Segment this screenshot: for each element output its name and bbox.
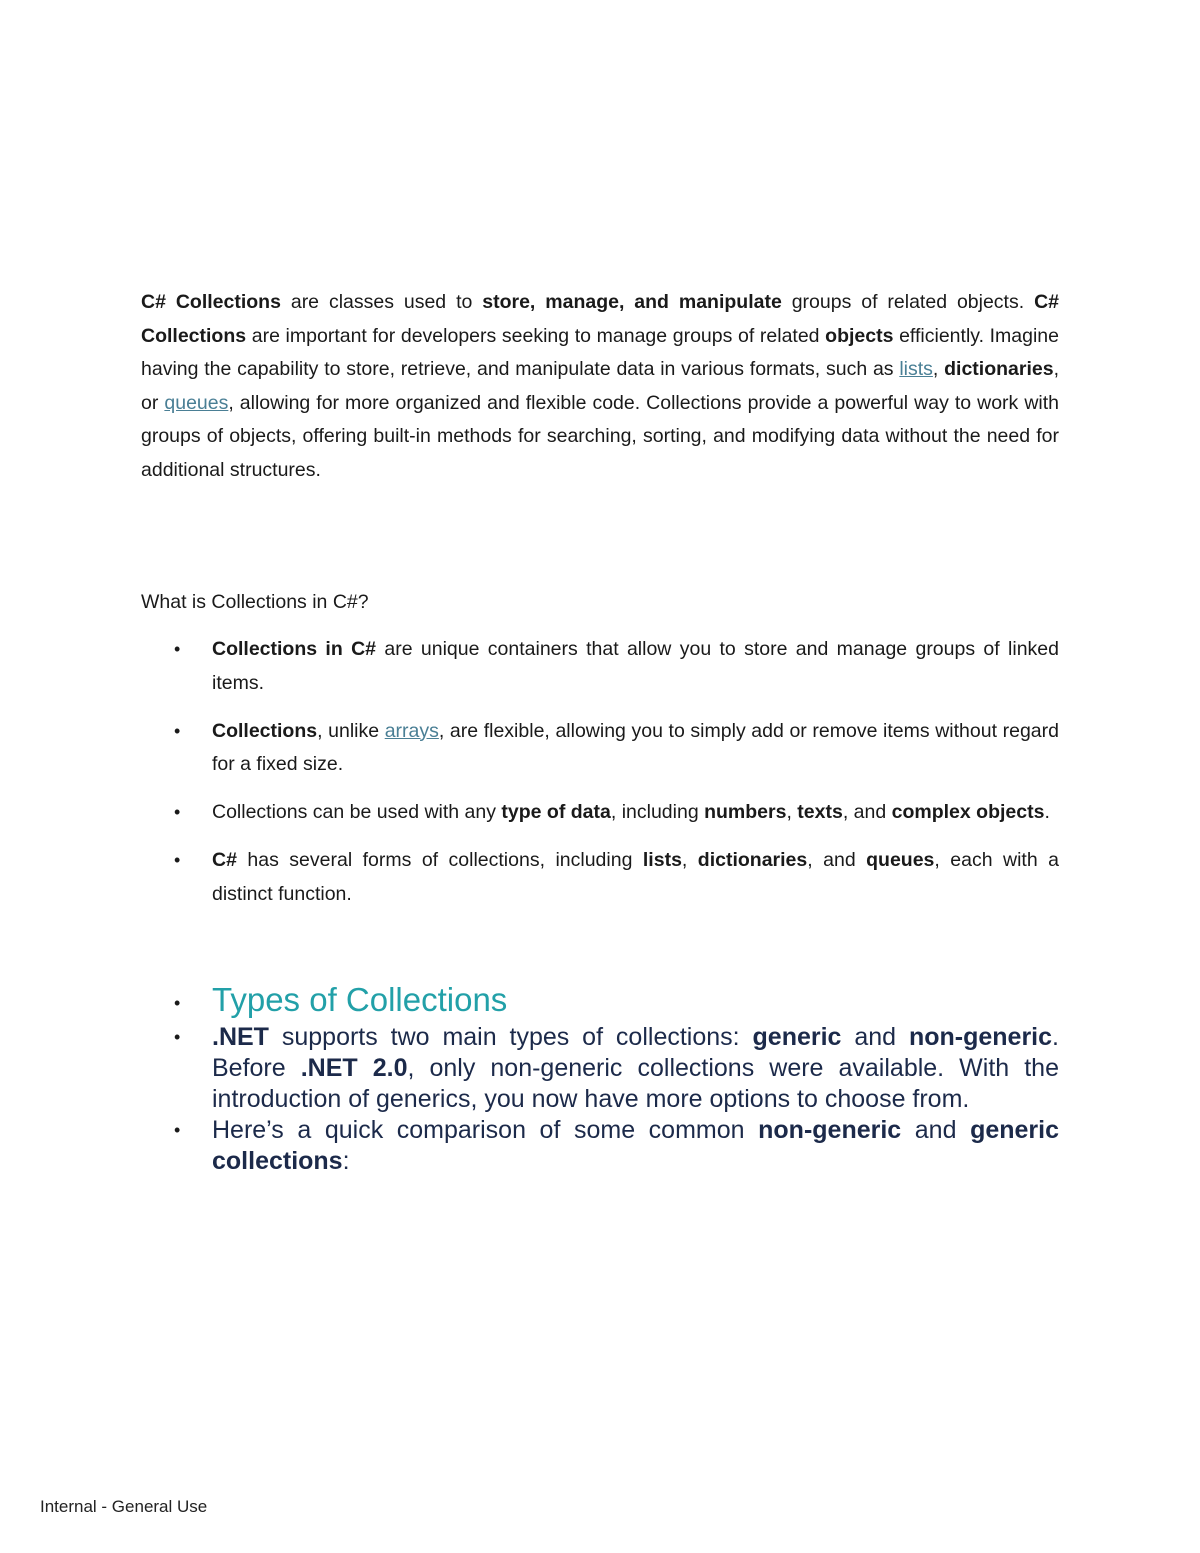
list-item bbox=[141, 1115, 1059, 1177]
text: : bbox=[342, 1147, 350, 1175]
text: efficiently. Imagine having the capability to store, retrieve, and manipulate data in various formats, such as bbox=[141, 324, 1059, 380]
list-item bbox=[141, 844, 1059, 911]
bold-text: Collections in C# bbox=[212, 638, 377, 660]
bold-text: generic bbox=[752, 1023, 842, 1051]
bullet-list bbox=[141, 633, 1059, 926]
footer-classification-label: Internal - General Use bbox=[40, 1497, 208, 1516]
bold-text: lists bbox=[642, 849, 682, 871]
bullet-icon: • bbox=[174, 639, 181, 659]
bold-text: texts bbox=[797, 801, 843, 823]
text: and bbox=[841, 1023, 909, 1051]
bold-text: .NET bbox=[212, 1023, 269, 1051]
bold-text: objects bbox=[825, 324, 894, 347]
text: , bbox=[786, 801, 798, 823]
queues-link[interactable]: queues bbox=[164, 391, 229, 414]
bold-text: non-generic bbox=[908, 1023, 1053, 1051]
bold-text: C# Collections bbox=[141, 291, 281, 313]
bold-text: numbers bbox=[704, 801, 787, 823]
bold-text: complex objects bbox=[891, 801, 1045, 823]
bullet-icon: • bbox=[174, 1027, 181, 1047]
list-item bbox=[141, 633, 1059, 700]
bold-text: dictionaries bbox=[697, 849, 808, 871]
list-item bbox=[141, 715, 1059, 782]
bullet-icon: • bbox=[174, 720, 181, 741]
list-item bbox=[141, 796, 1059, 830]
text: , unlike bbox=[317, 719, 385, 742]
bold-text: type of data bbox=[501, 801, 611, 823]
text: , only non-generic collections were available. With the introduction of generics, you now have more options to choose from. bbox=[212, 1054, 1059, 1113]
text: , and bbox=[807, 849, 867, 871]
text: . Before bbox=[212, 1023, 1059, 1082]
text: , bbox=[681, 849, 698, 871]
text: supports two main types of collections: bbox=[268, 1023, 753, 1051]
bullet-icon: • bbox=[174, 850, 181, 870]
arrays-link[interactable]: arrays bbox=[384, 719, 439, 742]
bold-text: C# Collections bbox=[141, 291, 1059, 347]
text: , are flexible, allowing you to simply add or remove items without regard for a fixed size. bbox=[212, 719, 1059, 775]
lists-link[interactable]: lists bbox=[899, 358, 933, 380]
text: are important for developers seeking to manage groups of related bbox=[246, 324, 826, 347]
bold-text: generic collections bbox=[212, 1116, 1059, 1175]
bold-text: dictionaries bbox=[944, 358, 1054, 380]
text: , allowing for more organized and flexible code. Collections provide a powerful way to work with groups of objects, offering built-in methods for searching, sorting, and modifying data without the need for additional structures. bbox=[141, 391, 1059, 481]
text: and bbox=[901, 1116, 971, 1144]
bold-text: .NET 2.0 bbox=[300, 1054, 408, 1082]
intro-paragraph bbox=[141, 286, 1059, 487]
text: groups of related objects. bbox=[781, 291, 1035, 313]
text: Here’s a quick comparison of some common bbox=[212, 1116, 759, 1144]
text: Collections can be used with any bbox=[212, 801, 502, 823]
text: , each with a distinct function. bbox=[212, 849, 1059, 905]
text: , or bbox=[141, 358, 1059, 414]
text: . bbox=[1044, 801, 1050, 823]
text: are classes used to bbox=[280, 291, 483, 313]
bold-text: store, manage, and manipulate bbox=[482, 291, 782, 313]
text: , including bbox=[610, 801, 705, 823]
list-item bbox=[141, 1022, 1059, 1115]
bullet-icon: • bbox=[174, 1120, 181, 1140]
bold-text: queues bbox=[866, 849, 935, 871]
section-heading bbox=[141, 978, 1059, 1022]
bullet-icon: • bbox=[174, 993, 181, 1013]
bold-text: non-generic bbox=[758, 1116, 902, 1144]
section-question: What is Collections in C#? bbox=[141, 591, 369, 613]
bold-text: Collections bbox=[212, 719, 318, 742]
bold-text: C# bbox=[212, 849, 237, 871]
collections-types-list bbox=[141, 978, 1059, 1177]
bullet-icon: • bbox=[174, 802, 181, 822]
text: has several forms of collections, including bbox=[236, 849, 643, 871]
text: are unique containers that allow you to store and manage groups of linked items. bbox=[212, 638, 1059, 694]
text: , and bbox=[842, 801, 892, 823]
heading-text: Types of Collections bbox=[212, 981, 508, 1018]
text: , bbox=[932, 358, 945, 380]
